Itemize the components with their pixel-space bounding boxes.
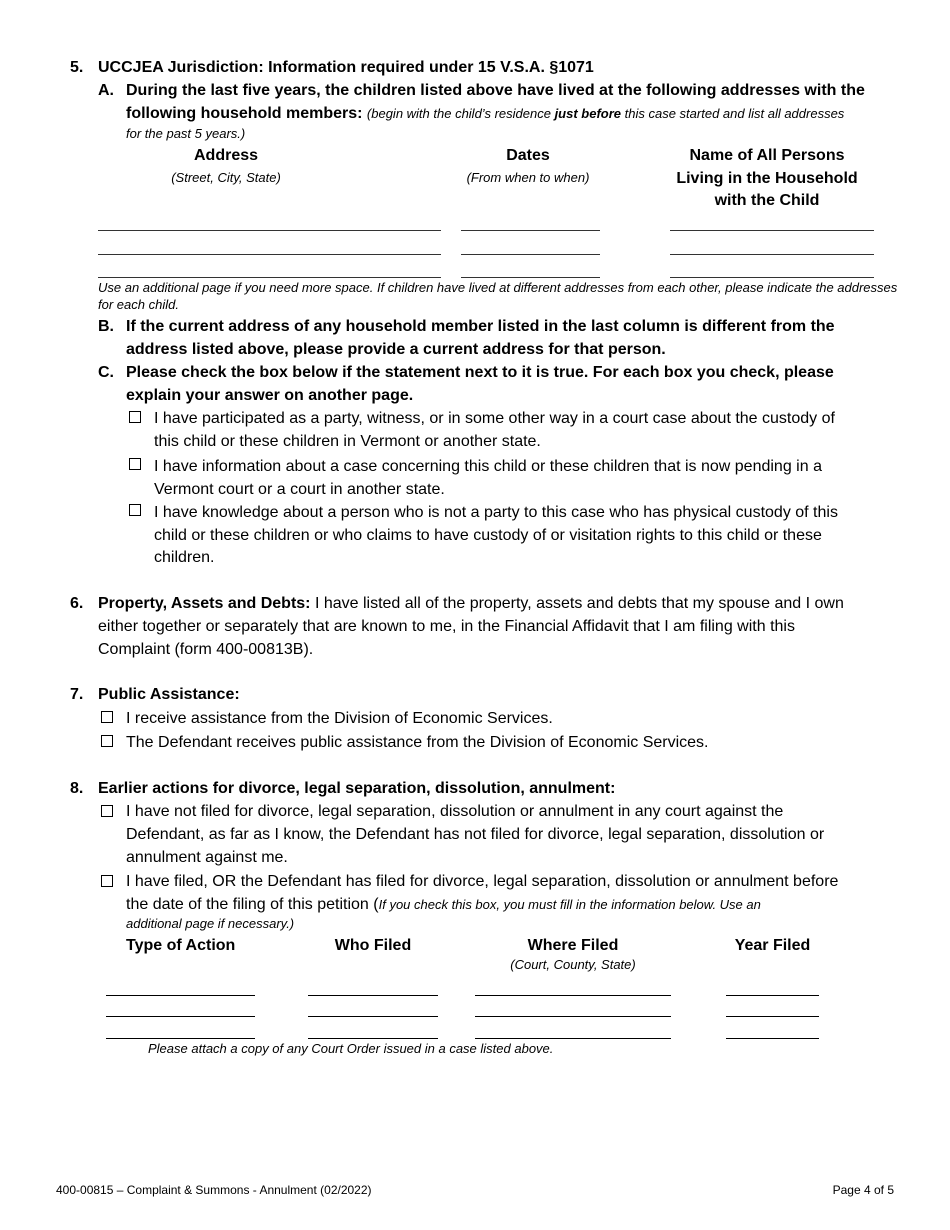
section-5c-line1: Please check the box below if the statement next to it is true. For each box you check, please [126, 364, 834, 381]
section-5a-bold-label: following household members: [126, 105, 363, 122]
address-line-1[interactable] [98, 230, 441, 231]
section-7-number: 7. [70, 686, 84, 703]
section-8-title: Earlier actions for divorce, legal separation, dissolution, annulment: [98, 780, 616, 797]
who-filed-line-3[interactable] [308, 1038, 438, 1039]
where-filed-line-1[interactable] [475, 995, 671, 996]
section-6-title: Property, Assets and Debts: [98, 595, 311, 612]
type-of-action-line-3[interactable] [106, 1038, 255, 1039]
custody-case-option-line1: I have participated as a party, witness, or in some other way in a court case about the custody of [154, 410, 835, 427]
have-filed-line1: I have filed, OR the Defendant has filed for divorce, legal separation, dissolution or annulment before [126, 873, 839, 890]
section-6-line1 [98, 592, 844, 615]
section-5b-line1: If the current address of any household member listed in the last column is different from the [126, 318, 835, 335]
dates-line-3[interactable] [461, 277, 600, 278]
year-filed-line-3[interactable] [726, 1038, 819, 1039]
where-filed-header: Where Filed [527, 937, 619, 954]
address-line-3[interactable] [98, 277, 441, 278]
have-filed-checkbox[interactable] [101, 875, 113, 887]
section-5-number: 5. [70, 59, 84, 76]
defendant-assistance-checkbox[interactable] [101, 735, 113, 747]
not-filed-checkbox[interactable] [101, 805, 113, 817]
who-filed-header: Who Filed [334, 937, 412, 954]
custody-case-option-line2: this child or these children in Vermont or another state. [154, 433, 541, 450]
type-of-action-line-2[interactable] [106, 1016, 255, 1017]
have-filed-line2-text: the date of the filing of this petition ( [126, 896, 379, 913]
have-filed-line3: additional page if necessary.) [126, 916, 295, 931]
custody-case-participation-checkbox[interactable] [129, 411, 141, 423]
have-filed-instruction: If you check this box, you must fill in the information below. Use an [378, 897, 761, 912]
defendant-assistance-label: The Defendant receives public assistance from the Division of Economic Services. [126, 734, 709, 751]
where-filed-line-3[interactable] [475, 1038, 671, 1039]
address-line-2[interactable] [98, 254, 441, 255]
section-5a-line2 [126, 102, 844, 125]
physical-custody-option-line2: child or these children or who claims to have custody of or visitation rights to this child or these [154, 527, 822, 544]
physical-custody-option-line1: I have knowledge about a person who is not a party to this case who has physical custody of this [154, 504, 838, 521]
year-filed-line-1[interactable] [726, 995, 819, 996]
year-filed-line-2[interactable] [726, 1016, 819, 1017]
section-6-line3: Complaint (form 400-00813B). [98, 641, 314, 658]
pending-case-option-line2: Vermont court or a court in another state. [154, 481, 445, 498]
type-of-action-header: Type of Action [126, 937, 236, 954]
section-5a-line3: for the past 5 years.) [126, 126, 246, 141]
where-filed-line-2[interactable] [475, 1016, 671, 1017]
footer-page-number: Page 4 of 5 [832, 1183, 894, 1197]
section-5a-italic-pre: (begin with the child’s residence [366, 106, 555, 121]
dates-column-header: Dates [506, 147, 550, 164]
dates-column-subheader: (From when to when) [466, 170, 590, 185]
address-column-subheader: (Street, City, State) [171, 170, 281, 185]
section-5c-letter: C. [98, 364, 114, 381]
dates-line-2[interactable] [461, 254, 600, 255]
section-5a-bold-italic: just before [554, 106, 622, 121]
additional-page-note-2: for each child. [98, 297, 179, 312]
receive-assistance-label: I receive assistance from the Division of Economic Services. [126, 710, 553, 727]
section-6-line1-text: I have listed all of the property, assets and debts that my spouse and I own [310, 595, 844, 612]
persons-column-header-3: with the Child [714, 192, 820, 209]
persons-line-1[interactable] [670, 230, 874, 231]
section-8-number: 8. [70, 780, 84, 797]
address-column-header: Address [193, 147, 259, 164]
year-filed-header: Year Filed [734, 937, 811, 954]
section-5a-italic-post: this case started and list all addresses [621, 106, 845, 121]
physical-custody-option-line3: children. [154, 549, 215, 566]
section-5a-letter: A. [98, 82, 114, 99]
section-5a-line1: During the last five years, the children listed above have lived at the following addresses with the [126, 82, 865, 99]
section-7-title: Public Assistance: [98, 686, 240, 703]
section-5b-letter: B. [98, 318, 114, 335]
not-filed-line2: Defendant, as far as I know, the Defendant has not filed for divorce, legal separation, dissolution or [126, 826, 825, 843]
section-5c-line2: explain your answer on another page. [126, 387, 414, 404]
pending-case-option-line1: I have information about a case concerning this child or these children that is now pending in a [154, 458, 822, 475]
physical-custody-knowledge-checkbox[interactable] [129, 504, 141, 516]
additional-page-note-1: Use an additional page if you need more space. If children have lived at different addresses from each other, please indicate the addresses [98, 280, 898, 295]
dates-line-1[interactable] [461, 230, 600, 231]
not-filed-line3: annulment against me. [126, 849, 288, 866]
persons-column-header-2: Living in the Household [676, 170, 858, 187]
who-filed-line-1[interactable] [308, 995, 438, 996]
persons-line-3[interactable] [670, 277, 874, 278]
persons-line-2[interactable] [670, 254, 874, 255]
not-filed-line1: I have not filed for divorce, legal separation, dissolution or annulment in any court against the [126, 803, 784, 820]
section-5b-line2: address listed above, please provide a current address for that person. [126, 341, 666, 358]
have-filed-line2 [126, 893, 761, 916]
footer-form-number: 400-00815 – Complaint & Summons - Annulment (02/2022) [56, 1183, 372, 1197]
persons-column-header-1: Name of All Persons [689, 147, 845, 164]
section-6-number: 6. [70, 595, 84, 612]
pending-case-checkbox[interactable] [129, 458, 141, 470]
where-filed-subheader: (Court, County, State) [510, 957, 636, 972]
section-6-line2: either together or separately that are known to me, in the Financial Affidavit that I am filing with this [98, 618, 795, 635]
who-filed-line-2[interactable] [308, 1016, 438, 1017]
section-5-title: UCCJEA Jurisdiction: Information required under 15 V.S.A. §1071 [98, 59, 594, 76]
attach-court-order-note: Please attach a copy of any Court Order issued in a case listed above. [148, 1041, 554, 1056]
receive-assistance-checkbox[interactable] [101, 711, 113, 723]
type-of-action-line-1[interactable] [106, 995, 255, 996]
